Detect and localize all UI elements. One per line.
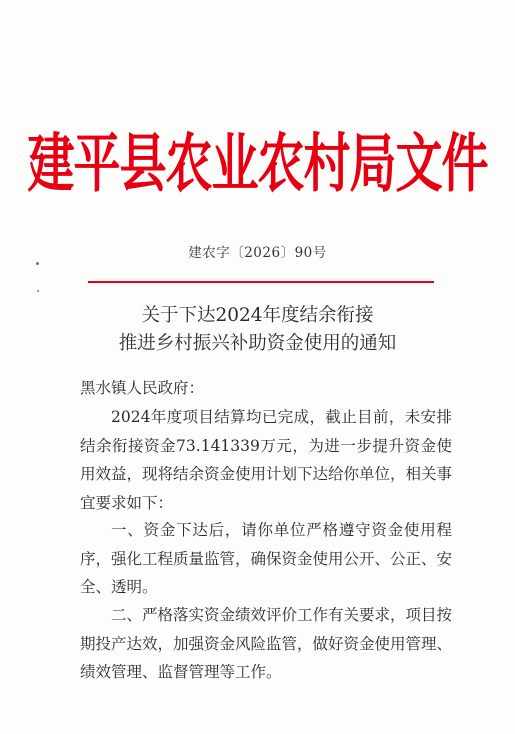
- body-paragraph-requirement-2: 二、严格落实资金绩效评价工作有关要求，项目按期投产达效，加强资金风险监管，做好资金使用管理、绩效管理、监督管理等工作。: [80, 606, 453, 682]
- masthead-title: 建平县农业农村局文件: [27, 127, 488, 202]
- scan-speck: [37, 290, 39, 292]
- notice-title-line-2: 推进乡村振兴补助资金使用的通知: [118, 333, 397, 354]
- addressee: 黑水镇人民政府：: [80, 379, 205, 397]
- document-number: 建农字〔2026〕90号: [188, 245, 327, 261]
- notice-title-line-1: 关于下达2024年度结余衔接: [141, 305, 374, 326]
- body-paragraph-intro: 2024年度项目结算均已完成，截止目前，未安排结余衔接资金73.141339万元，为进一步提升资金使用效益，现将结余资金使用计划下达给你单位，相关事宜要求如下：: [80, 408, 453, 513]
- red-divider-line: [88, 281, 434, 283]
- body-paragraph-requirement-1: 一、资金下达后，请你单位严格遵守资金使用程序，强化工程质量监管，确保资金使用公开、公正、安全、透明。: [80, 521, 453, 597]
